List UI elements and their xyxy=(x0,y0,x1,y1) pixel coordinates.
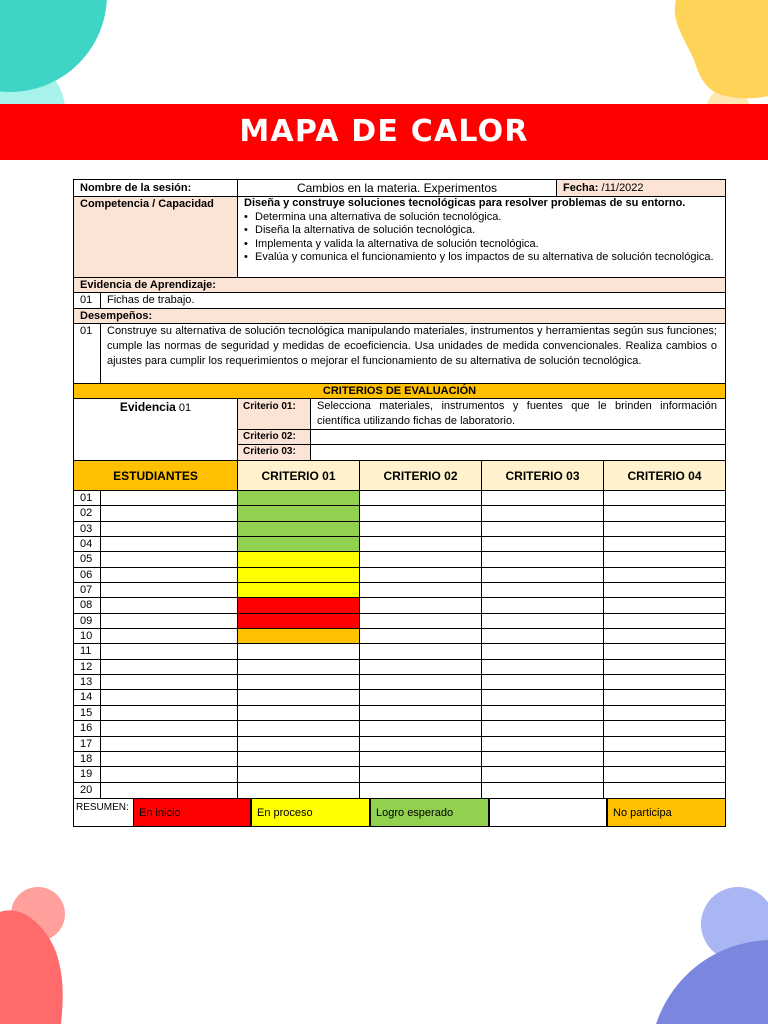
criterio-02-level-cell xyxy=(360,522,482,536)
teal-blob-decoration xyxy=(0,0,107,92)
student-row xyxy=(74,752,725,767)
student-row xyxy=(74,568,725,583)
criterio-text xyxy=(311,445,725,460)
criterio-01-level-cell xyxy=(238,568,360,582)
criterio-label: Criterio 02: xyxy=(238,430,311,444)
student-number: 01 xyxy=(74,491,101,505)
criterio-04-level-cell xyxy=(604,690,725,704)
criterio-label: Criterio 03: xyxy=(238,445,311,460)
criterio-01-level-cell xyxy=(238,583,360,597)
student-name-cell xyxy=(101,506,238,520)
student-name-cell xyxy=(101,767,238,781)
desempeno-row xyxy=(74,324,725,384)
criterio-03-level-cell xyxy=(482,721,604,735)
competencia-heading: Diseña y construye soluciones tecnológicas para resolver problemas de su entorno. xyxy=(244,197,686,209)
criterios-block xyxy=(74,399,725,461)
criterio-01-level-cell xyxy=(238,660,360,674)
student-number: 10 xyxy=(74,629,101,643)
heatmap-header-row xyxy=(74,461,725,491)
student-row xyxy=(74,660,725,675)
criterio-01-level-cell xyxy=(238,614,360,628)
student-name-cell xyxy=(101,614,238,628)
capacidad-item xyxy=(244,238,717,252)
date-label: Fecha: xyxy=(563,182,599,194)
criterio-01-level-cell xyxy=(238,690,360,704)
criterio-02-level-cell xyxy=(360,506,482,520)
legend-blank xyxy=(489,798,607,827)
capacidad-item xyxy=(244,224,717,238)
date-value: /11/2022 xyxy=(601,182,644,194)
student-row xyxy=(74,537,725,552)
criterio-01-level-cell xyxy=(238,783,360,798)
legend-en-inicio: En inicio xyxy=(133,798,251,827)
evidencia-aprendizaje-header xyxy=(74,278,725,293)
criterio-02-column-header: CRITERIO 02 xyxy=(360,461,482,490)
date-cell xyxy=(557,180,725,196)
student-name-cell xyxy=(101,537,238,551)
criterio-03-level-cell xyxy=(482,537,604,551)
criterio-01-level-cell xyxy=(238,537,360,551)
student-number: 15 xyxy=(74,706,101,720)
criterio-03-level-cell xyxy=(482,752,604,766)
criterio-01-level-cell xyxy=(238,706,360,720)
criterios-header xyxy=(74,384,725,399)
bullet-icon xyxy=(244,238,255,252)
criterio-02-level-cell xyxy=(360,614,482,628)
evidencia-aprendizaje-row xyxy=(74,293,725,309)
criterios-header-label: CRITERIOS DE EVALUACIÓN xyxy=(322,385,477,397)
criterio-03-level-cell xyxy=(482,506,604,520)
student-number: 18 xyxy=(74,752,101,766)
criterio-02-level-cell xyxy=(360,552,482,566)
session-name: Cambios en la materia. Experimentos xyxy=(238,180,557,196)
criterio-03-level-cell xyxy=(482,491,604,505)
student-number: 04 xyxy=(74,537,101,551)
capacidad-item xyxy=(244,251,717,265)
criterio-03-column-header: CRITERIO 03 xyxy=(482,461,604,490)
evidencia-cell xyxy=(74,399,238,460)
student-name-cell xyxy=(101,644,238,658)
students-column-header: ESTUDIANTES xyxy=(74,461,238,490)
criterio-04-level-cell xyxy=(604,675,725,689)
criterio-01-level-cell xyxy=(238,737,360,751)
criterio-03-level-cell xyxy=(482,552,604,566)
criterio-03-level-cell xyxy=(482,675,604,689)
criterio-01-level-cell xyxy=(238,767,360,781)
student-name-cell xyxy=(101,491,238,505)
capacidad-text: Diseña la alternativa de solución tecnológica. xyxy=(255,224,476,236)
heatmap-body xyxy=(74,491,725,798)
criterio-02-level-cell xyxy=(360,752,482,766)
student-row xyxy=(74,614,725,629)
criterio-03-level-cell xyxy=(482,660,604,674)
criterio-04-level-cell xyxy=(604,737,725,751)
student-name-cell xyxy=(101,721,238,735)
student-row xyxy=(74,506,725,521)
student-number: 08 xyxy=(74,598,101,612)
evidencia-text: Fichas de trabajo. xyxy=(107,294,195,306)
evidencia-number: 01 xyxy=(74,293,101,308)
student-name-cell xyxy=(101,783,238,798)
criterio-01-level-cell xyxy=(238,629,360,643)
student-number: 16 xyxy=(74,721,101,735)
criterio-01-level-cell xyxy=(238,752,360,766)
criterio-row xyxy=(238,430,725,445)
evidencia-label: Evidencia xyxy=(119,400,176,414)
capacidad-text: Implementa y valida la alternativa de solución tecnológica. xyxy=(255,237,539,250)
criterio-04-level-cell xyxy=(604,644,725,658)
criterio-01-level-cell xyxy=(238,552,360,566)
student-number: 19 xyxy=(74,767,101,781)
criterio-02-level-cell xyxy=(360,721,482,735)
criterio-04-level-cell xyxy=(604,767,725,781)
criterio-04-level-cell xyxy=(604,583,725,597)
competencia-content xyxy=(238,197,725,277)
criterio-01-level-cell xyxy=(238,675,360,689)
student-row xyxy=(74,629,725,644)
student-number: 05 xyxy=(74,552,101,566)
competencia-label: Competencia / Capacidad xyxy=(74,197,238,277)
criterio-02-level-cell xyxy=(360,660,482,674)
criterio-label: Criterio 01: xyxy=(238,399,311,429)
student-number: 07 xyxy=(74,583,101,597)
student-number: 17 xyxy=(74,737,101,751)
criterio-04-level-cell xyxy=(604,660,725,674)
capacidad-text: Evalúa y comunica el funcionamiento y los impactos de su alternativa de solución tecnológica. xyxy=(255,251,714,263)
criterio-03-level-cell xyxy=(482,598,604,612)
criterio-01-level-cell xyxy=(238,522,360,536)
student-row xyxy=(74,644,725,659)
student-row xyxy=(74,675,725,690)
criterio-01-level-cell xyxy=(238,644,360,658)
criterio-02-level-cell xyxy=(360,491,482,505)
student-row xyxy=(74,737,725,752)
desempenos-header xyxy=(74,309,725,324)
criterio-03-level-cell xyxy=(482,706,604,720)
criterio-row xyxy=(238,445,725,460)
criterio-row xyxy=(238,399,725,430)
criterio-03-level-cell xyxy=(482,644,604,658)
student-name-cell xyxy=(101,598,238,612)
criterio-04-level-cell xyxy=(604,598,725,612)
criterio-04-level-cell xyxy=(604,491,725,505)
page-title: MAPA DE CALOR xyxy=(239,114,529,149)
criterio-03-level-cell xyxy=(482,522,604,536)
criterio-01-level-cell xyxy=(238,598,360,612)
legend-no-participa: No participa xyxy=(607,798,726,827)
student-row xyxy=(74,491,725,506)
criterio-04-level-cell xyxy=(604,522,725,536)
criterio-01-level-cell xyxy=(238,721,360,735)
heat-map-form xyxy=(73,179,726,799)
student-row xyxy=(74,767,725,782)
criterio-02-level-cell xyxy=(360,737,482,751)
student-row xyxy=(74,706,725,721)
evidencia-aprendizaje-label: Evidencia de Aprendizaje: xyxy=(80,279,216,291)
criterio-04-level-cell xyxy=(604,721,725,735)
criterio-02-level-cell xyxy=(360,644,482,658)
criterio-02-level-cell xyxy=(360,537,482,551)
criterio-03-level-cell xyxy=(482,629,604,643)
session-row xyxy=(74,180,725,197)
legend-en-proceso: En proceso xyxy=(251,798,370,827)
student-name-cell xyxy=(101,737,238,751)
criterio-04-column-header: CRITERIO 04 xyxy=(604,461,725,490)
criterio-02-level-cell xyxy=(360,629,482,643)
competencia-row xyxy=(74,197,725,278)
student-row xyxy=(74,552,725,567)
title-banner xyxy=(0,104,768,160)
criterio-02-level-cell xyxy=(360,675,482,689)
criterio-04-level-cell xyxy=(604,506,725,520)
student-name-cell xyxy=(101,752,238,766)
criterio-02-level-cell xyxy=(360,690,482,704)
session-label: Nombre de la sesión: xyxy=(74,180,238,196)
student-number: 09 xyxy=(74,614,101,628)
bullet-icon xyxy=(244,224,255,238)
criterio-02-level-cell xyxy=(360,583,482,597)
criterio-02-level-cell xyxy=(360,568,482,582)
criterio-02-level-cell xyxy=(360,767,482,781)
criterio-03-level-cell xyxy=(482,737,604,751)
student-name-cell xyxy=(101,675,238,689)
criterio-04-level-cell xyxy=(604,537,725,551)
student-name-cell xyxy=(101,552,238,566)
criterio-03-level-cell xyxy=(482,690,604,704)
criterio-02-level-cell xyxy=(360,598,482,612)
legend-logro-esperado: Logro esperado xyxy=(370,798,489,827)
student-number: 12 xyxy=(74,660,101,674)
student-name-cell xyxy=(101,690,238,704)
student-row xyxy=(74,783,725,798)
criterio-03-level-cell xyxy=(482,783,604,798)
resumen-label: RESUMEN: xyxy=(73,798,134,827)
criterio-01-level-cell xyxy=(238,506,360,520)
evidencia-number: 01 xyxy=(178,402,192,414)
student-name-cell xyxy=(101,583,238,597)
student-name-cell xyxy=(101,706,238,720)
criterio-04-level-cell xyxy=(604,629,725,643)
student-number: 06 xyxy=(74,568,101,582)
criterio-04-level-cell xyxy=(604,783,725,798)
student-row xyxy=(74,583,725,598)
criterio-04-level-cell xyxy=(604,752,725,766)
student-name-cell xyxy=(101,629,238,643)
criterio-04-level-cell xyxy=(604,568,725,582)
student-number: 13 xyxy=(74,675,101,689)
capacidad-text: Determina una alternativa de solución tecnológica. xyxy=(255,210,502,223)
capacidad-item xyxy=(244,211,717,225)
student-number: 02 xyxy=(74,506,101,520)
desempeno-number: 01 xyxy=(74,324,101,383)
criterio-04-level-cell xyxy=(604,552,725,566)
bullet-icon xyxy=(244,211,255,225)
desempenos-label: Desempeños: xyxy=(80,310,153,322)
bullet-icon xyxy=(244,251,255,265)
criterio-01-column-header: CRITERIO 01 xyxy=(238,461,360,490)
criterio-03-level-cell xyxy=(482,568,604,582)
student-number: 14 xyxy=(74,690,101,704)
criterio-03-level-cell xyxy=(482,583,604,597)
student-row xyxy=(74,721,725,736)
student-number: 11 xyxy=(74,644,101,658)
student-number: 20 xyxy=(74,783,101,798)
criterio-03-level-cell xyxy=(482,614,604,628)
desempeno-text: Construye su alternativa de solución tecnológica manipulando materiales, instrumentos y herramientas según sus funciones; cumple las normas de seguridad y medidas de ecoeficiencia. Usa unidades de medida convencionales. Realiza cambios o ajustes para cumplir los requerimientos o mejorar el funcionamiento de su alternativa de solución tecnológica. xyxy=(107,325,717,367)
student-row xyxy=(74,690,725,705)
criterio-02-level-cell xyxy=(360,706,482,720)
criterio-text: Selecciona materiales, instrumentos y fuentes que le brinden información científica utilizando fichas de laboratorio. xyxy=(317,400,717,427)
criterio-04-level-cell xyxy=(604,706,725,720)
blue-blob-decoration xyxy=(650,940,768,1024)
criterio-01-level-cell xyxy=(238,491,360,505)
student-name-cell xyxy=(101,568,238,582)
criterio-03-level-cell xyxy=(482,767,604,781)
student-name-cell xyxy=(101,522,238,536)
yellow-blob-decoration xyxy=(675,0,768,98)
criterio-text xyxy=(311,430,725,444)
resumen-legend xyxy=(73,798,726,827)
criterio-02-level-cell xyxy=(360,783,482,798)
student-number: 03 xyxy=(74,522,101,536)
student-name-cell xyxy=(101,660,238,674)
criterio-04-level-cell xyxy=(604,614,725,628)
student-row xyxy=(74,598,725,613)
student-row xyxy=(74,522,725,537)
criterios-list xyxy=(238,399,725,460)
